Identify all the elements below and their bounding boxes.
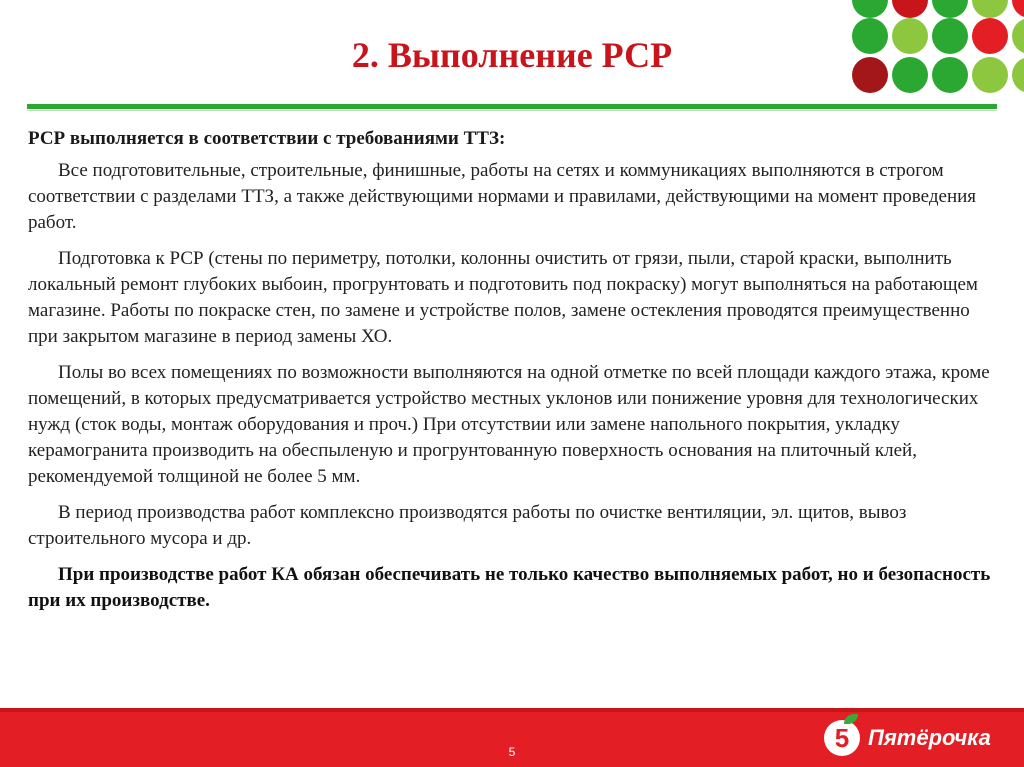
dot-icon xyxy=(852,18,888,54)
dot-icon xyxy=(972,57,1008,93)
dot-icon xyxy=(892,18,928,54)
paragraph: Подготовка к РСР (стены по периметру, потолки, колонны очистить от грязи, пыли, старой краски, выполнить локальный ремонт глубоких выбоин, прогрунтовать и подготовить под покраску) могут выполняться на работающем магазине. Работы по покраске стен, по замене и устройстве полов, замене остекления проводятся преимущественно при закрытом магазине в период замены ХО. xyxy=(28,248,978,347)
dot-icon xyxy=(932,18,968,54)
dot-icon xyxy=(1012,57,1024,93)
lead-heading: РСР выполняется в соответствии с требованиями ТТЗ: xyxy=(28,128,506,149)
dot-icon xyxy=(1012,18,1024,54)
dot-icon xyxy=(892,0,928,18)
footer-shade xyxy=(0,708,1024,712)
logo-digit: 5 xyxy=(834,723,850,753)
logo-text: Пятёрочка xyxy=(868,725,991,750)
dot-icon xyxy=(852,0,888,18)
page-number: 5 xyxy=(508,745,516,759)
slide-title: 2. Выполнение РСР xyxy=(351,35,673,75)
decorative-dots xyxy=(850,0,1024,92)
dot-icon xyxy=(972,0,1008,18)
brand-logo xyxy=(824,716,991,760)
title-divider xyxy=(27,104,997,109)
title-divider-shadow xyxy=(27,110,997,111)
closing-statement: При производстве работ КА обязан обеспечивать не только качество выполняемых работ, но и безопасность при их производстве. xyxy=(28,564,991,611)
dot-icon xyxy=(852,57,888,93)
dot-icon xyxy=(1012,0,1024,18)
logo-five-icon xyxy=(824,720,860,756)
dot-icon xyxy=(972,18,1008,54)
paragraph: Все подготовительные, строительные, финишные, работы на сетях и коммуникациях выполняются в строгом соответствии с разделами ТТЗ, а также действующими нормами и правилами, действующими на момент проведения работ. xyxy=(28,160,977,233)
paragraph: В период производства работ комплексно производятся работы по очистке вентиляции, эл. щитов, вывоз строительного мусора и др. xyxy=(28,502,907,549)
slide-body xyxy=(28,126,996,624)
dot-icon xyxy=(892,57,928,93)
dot-icon xyxy=(932,57,968,93)
paragraph: Полы во всех помещениях по возможности выполняются на одной отметке по всей площади каждого этажа, кроме помещений, в которых предусматривается устройство местных уклонов или понижение уровня для технологических нужд (сток воды, монтаж оборудования и проч.) При отсутствии или замене напольного покрытия, укладку керамогранита производить на обеспыленую и прогрунтованную поверхность основания на плиточный клей, рекомендуемой толщиной не более 5 мм. xyxy=(28,362,990,487)
dot-icon xyxy=(932,0,968,18)
